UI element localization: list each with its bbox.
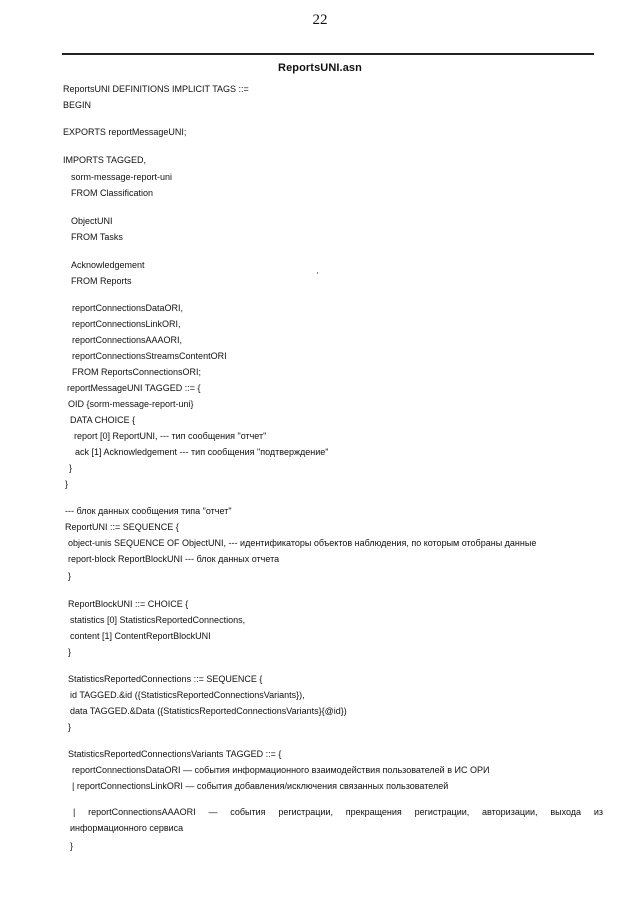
code-line: report-block ReportBlockUNI --- блок данных отчета — [68, 554, 280, 564]
code-line: data TAGGED.&Data ({StatisticsReportedConnectionsVariants}{@id}) — [70, 706, 347, 716]
code-line: FROM ReportsConnectionsORI; — [72, 367, 202, 377]
code-line: } — [69, 463, 73, 473]
code-line: Acknowledgement — [71, 260, 145, 270]
code-line: reportMessageUNI TAGGED ::= { — [67, 383, 201, 393]
code-line: } — [65, 479, 69, 489]
code-line: reportConnectionsDataORI, — [72, 303, 184, 313]
code-line: информационного сервиса — [70, 823, 184, 833]
code-line: ReportsUNI DEFINITIONS IMPLICIT TAGS ::= — [63, 84, 249, 94]
code-line: FROM Classification — [71, 188, 154, 198]
code-line: ObjectUNI — [71, 216, 113, 226]
code-line: content [1] ContentReportBlockUNI — [70, 631, 211, 641]
page-number: 22 — [312, 12, 328, 28]
code-line: statistics [0] StatisticsReportedConnections, — [70, 615, 246, 625]
code-line: BEGIN — [63, 100, 92, 110]
scan-speck — [317, 272, 318, 274]
code-line: ReportBlockUNI ::= CHOICE { — [68, 599, 189, 609]
code-line: reportConnectionsLinkORI, — [72, 319, 181, 329]
code-line: FROM Tasks — [71, 232, 123, 242]
code-line: object-unis SEQUENCE OF ObjectUNI, --- идентификаторы объектов наблюдения, по которым отобраны данные — [68, 538, 537, 548]
code-line: ack [1] Acknowledgement --- тип сообщения "подтверждение" — [75, 447, 329, 457]
code-line: sorm-message-report-uni — [71, 172, 173, 182]
code-line: } — [68, 571, 72, 581]
code-line: } — [68, 647, 72, 657]
code-line: | reportConnectionsAAAORI — события регистрации, прекращения регистрации, авторизации, выхода из — [73, 807, 603, 817]
code-line: EXPORTS reportMessageUNI; — [63, 127, 187, 137]
code-line: StatisticsReportedConnectionsVariants TAGGED ::= { — [68, 749, 282, 759]
code-line: reportConnectionsAAAORI, — [72, 335, 183, 345]
code-line: ReportUNI ::= SEQUENCE { — [65, 522, 179, 532]
code-line: } — [70, 841, 74, 851]
code-line: id TAGGED.&id ({StatisticsReportedConnectionsVariants}), — [70, 690, 305, 700]
code-line: FROM Reports — [71, 276, 132, 286]
code-line: reportConnectionsStreamsContentORI — [72, 351, 227, 361]
code-line: } — [68, 722, 72, 732]
code-line: DATA CHOICE { — [70, 415, 136, 425]
code-line: report [0] ReportUNI, --- тип сообщения "отчет" — [74, 431, 267, 441]
code-line: | reportConnectionsLinkORI — события добавления/исключения связанных пользователей — [72, 781, 449, 791]
code-line: reportConnectionsDataORI — события информационного взаимодействия пользователей в ИС ОРИ — [72, 765, 490, 775]
code-line: StatisticsReportedConnections ::= SEQUENCE { — [68, 674, 263, 684]
code-line: OID {sorm-message-report-uni} — [68, 399, 194, 409]
document-title: ReportsUNI.asn — [278, 62, 362, 74]
code-line: --- блок данных сообщения типа "отчет" — [65, 506, 232, 516]
code-line: IMPORTS TAGGED, — [63, 155, 147, 165]
